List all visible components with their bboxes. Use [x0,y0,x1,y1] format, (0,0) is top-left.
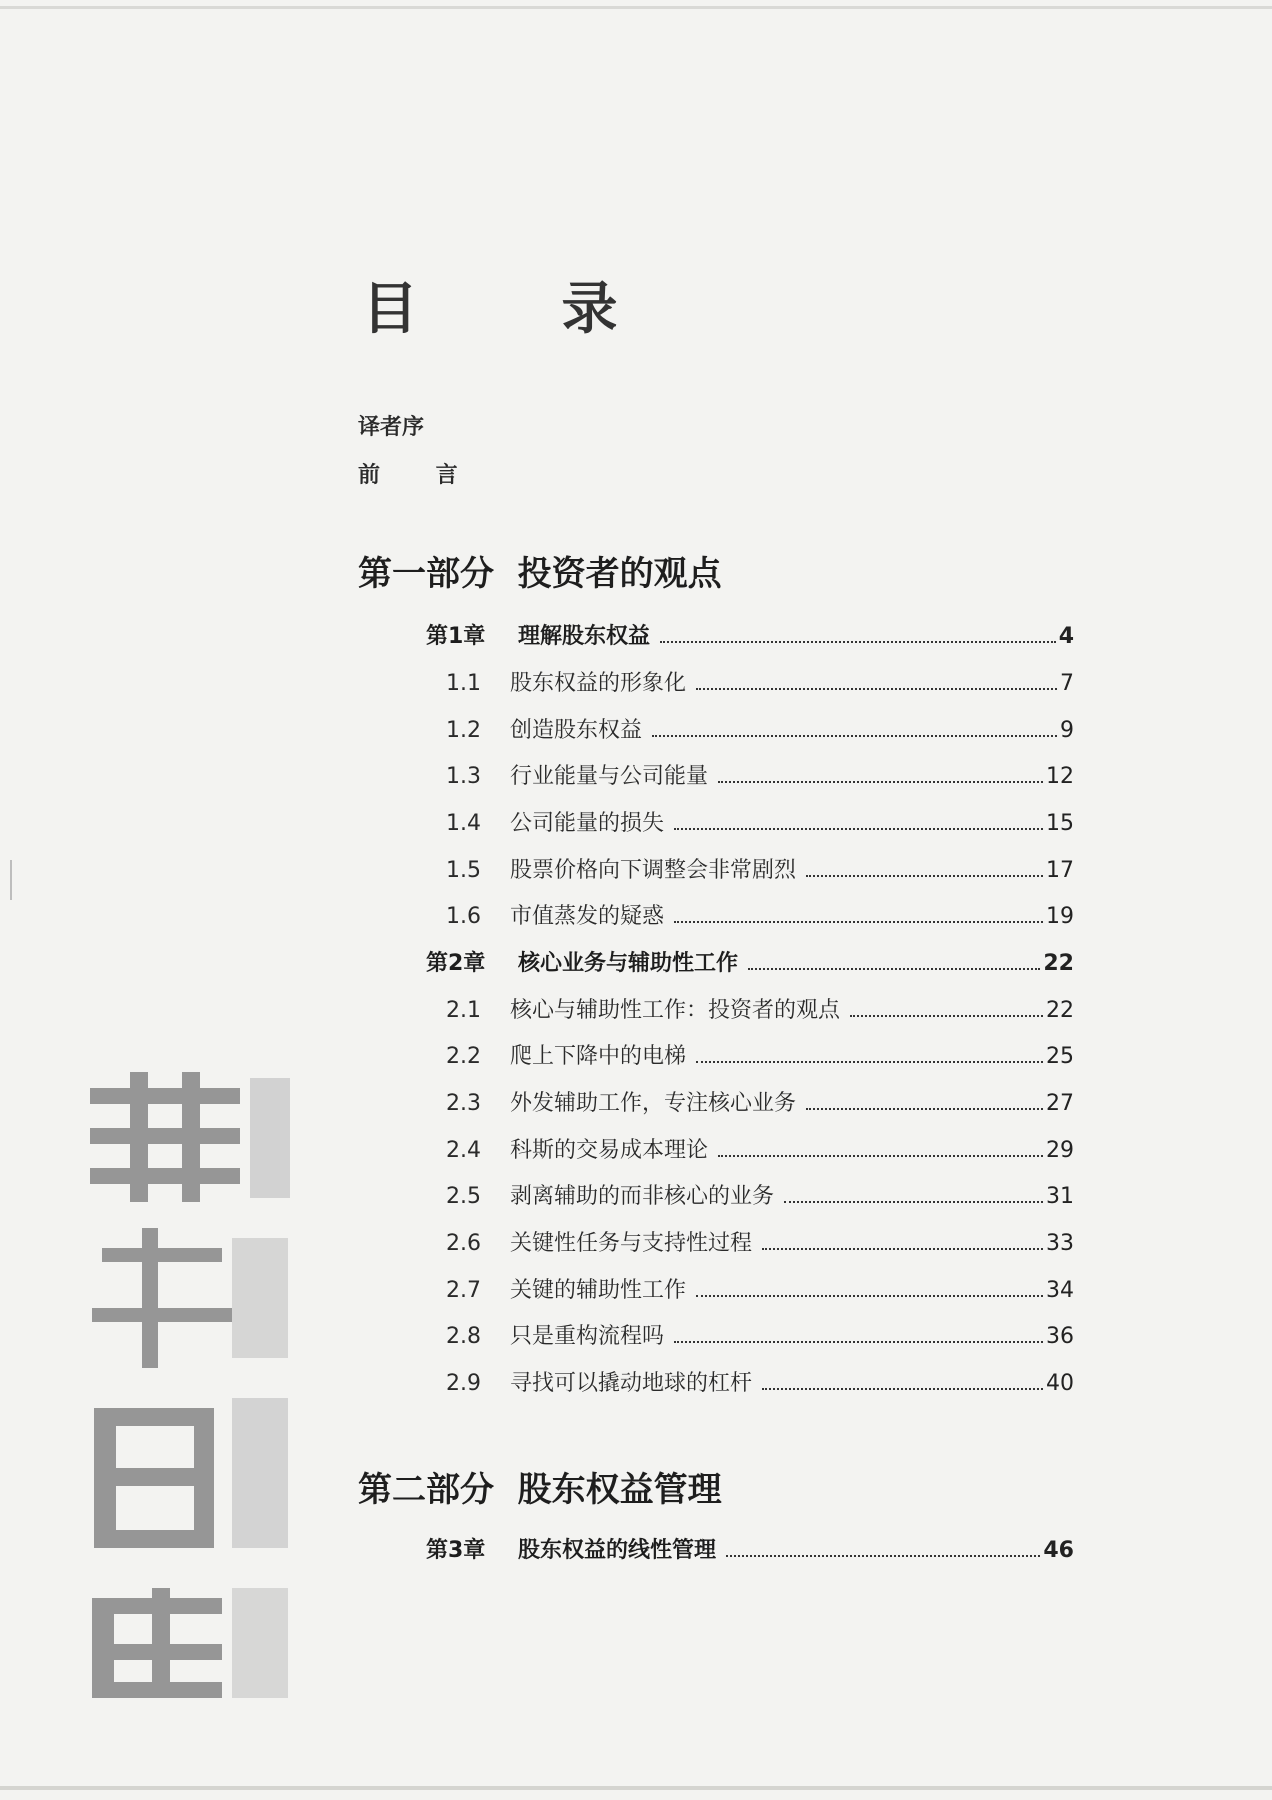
page-number: 29 [1046,1138,1074,1163]
section-number: 2.9 [446,1371,481,1396]
chapter-number: 第2章 [426,951,486,976]
watermark-logo [82,1068,302,1708]
page-number: 12 [1046,764,1074,789]
section-title: 市值蒸发的疑惑 [510,904,665,929]
section-title: 核心与辅助性工作：投资者的观点 [510,998,841,1023]
toc-section[interactable] [446,716,1074,746]
section-number: 1.1 [446,671,481,696]
chapter-title: 股东权益的线性管理 [518,1538,717,1563]
toc-section[interactable] [446,1089,1074,1119]
chapter-number: 第3章 [426,1538,486,1563]
page-number: 9 [1060,718,1074,743]
section-number: 2.4 [446,1138,481,1163]
section-title: 外发辅助工作，专注核心业务 [510,1091,797,1116]
dot-leader [762,1388,1043,1390]
section-number: 2.2 [446,1044,481,1069]
section-title: 行业能量与公司能量 [510,764,709,789]
page-number: 46 [1043,1538,1074,1563]
section-title: 股东权益的形象化 [510,671,687,696]
section-title: 只是重构流程吗 [510,1324,665,1349]
page-number: 4 [1058,624,1074,649]
page-bottom-edge [0,1786,1272,1790]
section-title: 科斯的交易成本理论 [510,1138,709,1163]
toc-section[interactable] [446,1369,1074,1399]
dot-leader [674,1341,1043,1343]
toc-section[interactable] [446,902,1074,932]
toc-section[interactable] [446,1042,1074,1072]
section-title: 寻找可以撬动地球的杠杆 [510,1371,753,1396]
dot-leader [784,1201,1043,1203]
section-number: 2.1 [446,998,481,1023]
section-title: 关键性任务与支持性过程 [510,1231,753,1256]
dot-leader [762,1248,1043,1250]
page-left-mark [10,860,12,900]
section-number: 1.4 [446,811,481,836]
dot-leader [718,1155,1043,1157]
dot-leader [806,1108,1043,1110]
section-number: 2.8 [446,1324,481,1349]
section-title: 创造股东权益 [510,718,643,743]
dot-leader [748,968,1040,970]
dot-leader [726,1555,1040,1557]
part-heading: 第一部分 投资者的观点 [358,554,722,594]
toc-section[interactable] [446,1182,1074,1212]
dot-leader [696,1061,1043,1063]
dot-leader [718,781,1043,783]
dot-leader [696,1295,1043,1297]
page-number: 22 [1043,951,1074,976]
page-number: 15 [1046,811,1074,836]
toc-section[interactable] [446,669,1074,699]
toc-section[interactable] [446,1136,1074,1166]
page-number: 19 [1046,904,1074,929]
page-number: 36 [1046,1324,1074,1349]
page-number: 7 [1060,671,1074,696]
chapter-title: 核心业务与辅助性工作 [518,951,739,976]
front-matter-translator-preface[interactable]: 译者序 [358,415,425,440]
toc-section[interactable] [446,762,1074,792]
dot-leader [674,828,1043,830]
toc-section[interactable] [446,996,1074,1026]
page-number: 27 [1046,1091,1074,1116]
section-title: 公司能量的损失 [510,811,665,836]
toc-section[interactable] [446,1276,1074,1306]
toc-section[interactable] [446,1229,1074,1259]
dot-leader [660,641,1056,643]
dot-leader [652,735,1057,737]
chapter-title: 理解股东权益 [518,624,651,649]
section-number: 1.2 [446,718,481,743]
section-title: 关键的辅助性工作 [510,1278,687,1303]
toc-chapter[interactable] [426,1536,1074,1566]
section-title: 股票价格向下调整会非常剧烈 [510,858,797,883]
page-number: 34 [1046,1278,1074,1303]
dot-leader [674,921,1043,923]
toc-section[interactable] [446,809,1074,839]
dot-leader [806,875,1043,877]
section-number: 2.6 [446,1231,481,1256]
page-number: 17 [1046,858,1074,883]
part-heading: 第二部分 股东权益管理 [358,1470,722,1510]
page-number: 40 [1046,1371,1074,1396]
toc-chapter[interactable] [426,949,1074,979]
page-number: 33 [1046,1231,1074,1256]
chapter-number: 第1章 [426,624,486,649]
section-title: 剥离辅助的而非核心的业务 [510,1184,775,1209]
toc-chapter[interactable] [426,622,1074,652]
section-number: 2.3 [446,1091,481,1116]
page-top-edge [0,6,1272,9]
front-matter-preface[interactable]: 前 言 [358,463,482,488]
dot-leader [850,1015,1043,1017]
page-number: 25 [1046,1044,1074,1069]
dot-leader [696,688,1057,690]
section-title: 爬上下降中的电梯 [510,1044,687,1069]
section-number: 2.5 [446,1184,481,1209]
toc-section[interactable] [446,1322,1074,1352]
page-number: 22 [1046,998,1074,1023]
toc-section[interactable] [446,856,1074,886]
page-number: 31 [1046,1184,1074,1209]
page-title: 目 录 [362,277,680,342]
section-number: 1.3 [446,764,481,789]
section-number: 2.7 [446,1278,481,1303]
section-number: 1.5 [446,858,481,883]
section-number: 1.6 [446,904,481,929]
